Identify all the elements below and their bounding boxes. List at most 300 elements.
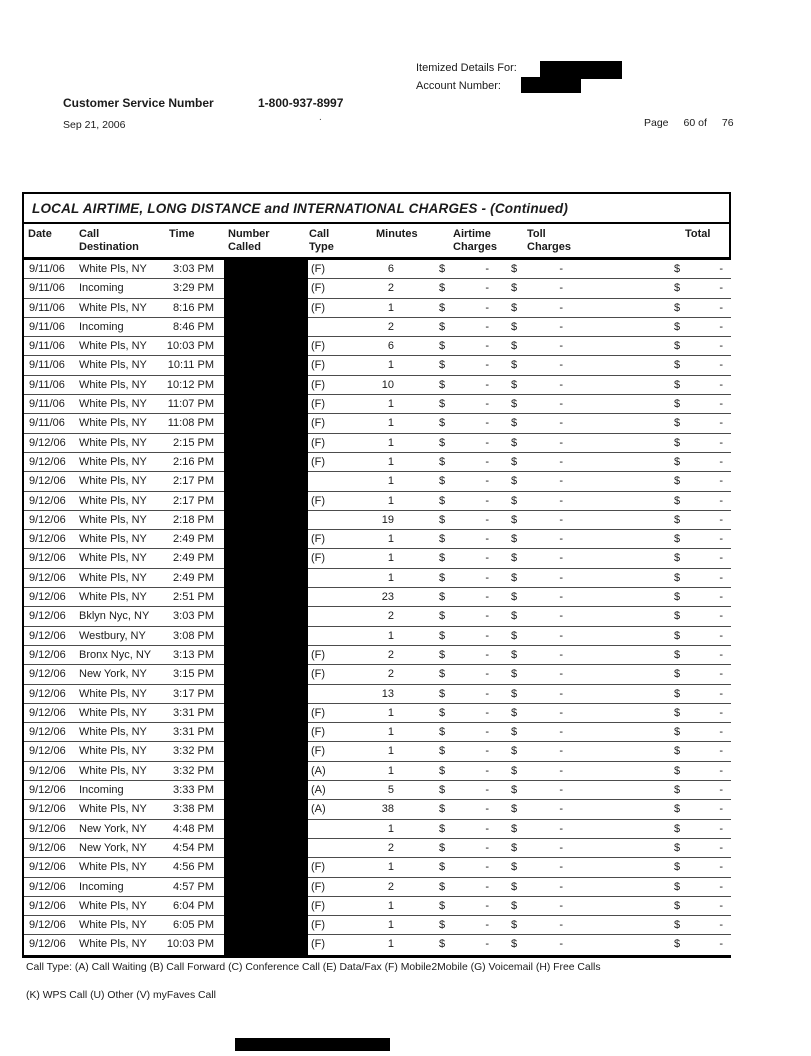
cell-airtime-charges [439,552,489,564]
dollar-sign: $ [511,417,518,430]
amount-value: - [719,340,723,353]
dollar-sign: $ [439,417,446,430]
cell-destination: White Pls, NY [79,919,147,932]
amount-value: - [559,610,563,623]
dollar-sign: $ [439,861,446,874]
cell-destination: White Pls, NY [79,340,147,353]
dollar-sign: $ [439,726,446,739]
cell-date: 9/12/06 [29,784,66,797]
table-row [24,569,731,588]
cell-airtime-charges [439,610,489,622]
amount-value: - [485,919,489,932]
dollar-sign: $ [439,455,446,468]
cell-destination: Incoming [79,880,124,893]
cell-toll-charges [511,514,563,526]
amount-value: - [559,919,563,932]
amount-value: - [559,475,563,488]
cell-airtime-charges [439,302,489,314]
cell-total [674,456,723,468]
cell-toll-charges [511,726,563,738]
cell-total [674,417,723,429]
dollar-sign: $ [674,938,681,951]
cell-date: 9/12/06 [29,629,66,642]
cell-date: 9/11/06 [29,263,65,275]
cell-airtime-charges [439,398,489,410]
cell-date: 9/12/06 [29,938,66,951]
amount-value: - [485,861,489,874]
call-type-legend-line2: (K) WPS Call (U) Other (V) myFaves Call [26,990,216,1001]
amount-value: - [485,687,489,700]
dollar-sign: $ [674,726,681,739]
dollar-sign: $ [439,764,446,777]
dollar-sign: $ [511,378,518,391]
amount-value: - [485,880,489,893]
cell-total [674,823,723,835]
cell-date: 9/12/06 [29,610,66,623]
amount-value: - [719,706,723,719]
cell-airtime-charges [439,340,489,352]
dollar-sign: $ [439,880,446,893]
dollar-sign: $ [674,359,681,372]
cell-date: 9/12/06 [29,861,66,874]
cell-airtime-charges [439,630,489,642]
table-head-box [22,192,731,260]
amount-value: - [485,398,489,411]
column-header-minutes: Minutes [376,228,418,240]
cell-time: 3:32 PM [173,745,214,758]
dollar-sign: $ [439,398,446,411]
cell-minutes: 1 [387,706,394,719]
dollar-sign: $ [439,610,446,623]
cell-time: 3:38 PM [173,803,214,816]
table-header-row [24,224,729,257]
table-row [24,356,731,375]
page-total: 76 [721,117,734,129]
column-header-date: Date [28,228,52,240]
table-row [24,742,731,761]
cell-toll-charges [511,823,563,835]
cell-date: 9/12/06 [29,591,66,604]
dollar-sign: $ [439,629,446,642]
cell-time: 2:18 PM [173,513,214,526]
cell-destination: White Pls, NY [79,475,147,488]
cell-destination: White Pls, NY [79,803,147,816]
dollar-sign: $ [439,436,446,449]
amount-value: - [719,648,723,661]
cell-call-type: (F) [311,726,326,739]
cell-total [674,919,723,931]
cell-total [674,475,723,487]
cell-minutes: 6 [387,263,394,275]
cell-airtime-charges [439,765,489,777]
cell-call-type: (F) [311,436,326,449]
cell-call-type: (F) [311,398,326,411]
dollar-sign: $ [439,706,446,719]
dollar-sign: $ [511,706,518,719]
dollar-sign: $ [511,320,518,333]
cell-toll-charges [511,417,563,429]
cell-total [674,668,723,680]
amount-value: - [719,494,723,507]
cell-call-type: (F) [311,359,326,372]
cell-toll-charges [511,745,563,757]
dollar-sign: $ [439,494,446,507]
dollar-sign: $ [674,841,681,854]
amount-value: - [559,301,563,314]
cell-toll-charges [511,552,563,564]
amount-value: - [719,629,723,642]
dollar-sign: $ [674,282,681,295]
cell-airtime-charges [439,688,489,700]
amount-value: - [485,764,489,777]
amount-value: - [719,591,723,604]
cell-minutes: 1 [387,398,394,411]
page-label: Page [644,117,669,129]
amount-value: - [559,668,563,681]
customer-service-number: 1-800-937-8997 [258,96,344,110]
cell-time: 6:05 PM [173,919,214,932]
dollar-sign: $ [674,919,681,932]
cell-airtime-charges [439,861,489,873]
dollar-sign: $ [439,668,446,681]
cell-total [674,263,723,275]
dollar-sign: $ [511,648,518,661]
amount-value: - [485,803,489,816]
cell-minutes: 2 [387,610,394,623]
table-row [24,839,731,858]
cell-airtime-charges [439,475,489,487]
amount-value: - [719,398,723,411]
amount-value: - [719,475,723,488]
cell-airtime-charges [439,649,489,661]
dollar-sign: $ [674,764,681,777]
cell-destination: White Pls, NY [79,899,147,912]
cell-call-type: (F) [311,668,326,681]
cell-airtime-charges [439,726,489,738]
cell-time: 11:08 PM [167,417,214,430]
table-row [24,897,731,916]
amount-value: - [559,455,563,468]
amount-value: - [559,726,563,739]
dollar-sign: $ [674,784,681,797]
cell-time: 2:51 PM [173,591,214,604]
cell-minutes: 6 [387,340,394,353]
amount-value: - [485,320,489,333]
cell-time: 3:31 PM [173,706,214,719]
cell-minutes: 2 [387,320,394,333]
dollar-sign: $ [674,629,681,642]
cell-date: 9/11/06 [29,417,65,430]
amount-value: - [559,533,563,546]
cell-destination: Westbury, NY [79,629,146,642]
cell-call-type: (F) [311,706,326,719]
cell-date: 9/12/06 [29,571,66,584]
amount-value: - [719,301,723,314]
cell-destination: White Pls, NY [79,938,147,951]
cell-call-type: (F) [311,938,326,951]
number-called-redaction [224,260,308,955]
dollar-sign: $ [511,687,518,700]
cell-destination: White Pls, NY [79,706,147,719]
cell-total [674,340,723,352]
amount-value: - [719,784,723,797]
amount-value: - [485,378,489,391]
cell-total [674,514,723,526]
dollar-sign: $ [439,301,446,314]
cell-minutes: 5 [387,784,394,797]
amount-value: - [485,648,489,661]
amount-value: - [719,899,723,912]
dollar-sign: $ [511,475,518,488]
cell-toll-charges [511,765,563,777]
cell-call-type: (A) [311,764,326,777]
amount-value: - [485,513,489,526]
amount-value: - [719,764,723,777]
cell-destination: White Pls, NY [79,455,147,468]
cell-time: 11:07 PM [167,398,214,411]
cell-minutes: 1 [387,919,394,932]
page-indicator [644,117,734,129]
charges-table [22,192,731,958]
table-row [24,627,731,646]
cell-call-type: (A) [311,803,326,816]
dollar-sign: $ [439,571,446,584]
cell-time: 3:31 PM [173,726,214,739]
amount-value: - [559,552,563,565]
cell-total [674,630,723,642]
amount-value: - [719,282,723,295]
cell-total [674,379,723,391]
cell-destination: White Pls, NY [79,591,147,604]
cell-toll-charges [511,861,563,873]
cell-date: 9/12/06 [29,745,66,758]
amount-value: - [719,745,723,758]
cell-airtime-charges [439,282,489,294]
cell-minutes: 10 [381,378,394,391]
dollar-sign: $ [511,359,518,372]
cell-total [674,398,723,410]
cell-total [674,765,723,777]
cell-total [674,572,723,584]
cell-toll-charges [511,707,563,719]
dollar-sign: $ [511,263,518,275]
dollar-sign: $ [511,513,518,526]
cell-toll-charges [511,456,563,468]
cell-airtime-charges [439,823,489,835]
cell-destination: White Pls, NY [79,301,147,314]
cell-total [674,938,723,950]
customer-service-label: Customer Service Number [63,96,214,110]
cell-total [674,881,723,893]
table-row [24,337,731,356]
amount-value: - [485,359,489,372]
table-row [24,858,731,877]
cell-minutes: 1 [387,359,394,372]
table-row [24,935,731,954]
cell-destination: White Pls, NY [79,513,147,526]
cell-call-type: (F) [311,340,326,353]
cell-toll-charges [511,533,563,545]
amount-value: - [719,359,723,372]
amount-value: - [485,340,489,353]
amount-value: - [559,378,563,391]
amount-value: - [719,552,723,565]
cell-toll-charges [511,591,563,603]
cell-total [674,437,723,449]
dollar-sign: $ [511,533,518,546]
cell-destination: White Pls, NY [79,436,147,449]
dollar-sign: $ [511,764,518,777]
cell-airtime-charges [439,321,489,333]
amount-value: - [559,417,563,430]
amount-value: - [719,533,723,546]
amount-value: - [559,494,563,507]
amount-value: - [719,455,723,468]
amount-value: - [719,880,723,893]
cell-date: 9/11/06 [29,398,65,411]
table-row [24,685,731,704]
cell-minutes: 13 [381,687,394,700]
cell-airtime-charges [439,379,489,391]
amount-value: - [719,571,723,584]
cell-total [674,688,723,700]
amount-value: - [559,899,563,912]
dollar-sign: $ [511,340,518,353]
cell-date: 9/12/06 [29,841,66,854]
dollar-sign: $ [439,263,446,275]
dollar-sign: $ [439,938,446,951]
cell-date: 9/12/06 [29,668,66,681]
cell-minutes: 1 [387,629,394,642]
table-row [24,762,731,781]
amount-value: - [559,282,563,295]
table-row [24,530,731,549]
dollar-sign: $ [439,282,446,295]
dollar-sign: $ [674,880,681,893]
dollar-sign: $ [511,494,518,507]
table-row [24,607,731,626]
cell-destination: Incoming [79,320,124,333]
cell-minutes: 1 [387,417,394,430]
cell-destination: White Pls, NY [79,494,147,507]
cell-minutes: 1 [387,726,394,739]
amount-value: - [719,263,723,275]
cell-total [674,842,723,854]
dollar-sign: $ [439,340,446,353]
cell-date: 9/12/06 [29,764,66,777]
cell-minutes: 1 [387,494,394,507]
column-header-total: Total [685,228,711,240]
cell-total [674,591,723,603]
amount-value: - [485,726,489,739]
cell-minutes: 2 [387,841,394,854]
amount-value: - [485,263,489,275]
cell-minutes: 1 [387,436,394,449]
cell-time: 3:15 PM [173,668,214,681]
amount-value: - [559,513,563,526]
dollar-sign: $ [674,398,681,411]
dollar-sign: $ [439,591,446,604]
cell-time: 4:56 PM [173,861,214,874]
cell-destination: New York, NY [79,841,147,854]
cell-airtime-charges [439,263,489,275]
table-row [24,260,731,279]
cell-call-type: (F) [311,378,326,391]
cell-call-type: (F) [311,899,326,912]
cell-call-type: (F) [311,861,326,874]
dollar-sign: $ [674,591,681,604]
table-title: LOCAL AIRTIME, LONG DISTANCE and INTERNATIONAL CHARGES - (Continued) [24,194,729,224]
cell-time: 3:29 PM [173,282,214,295]
cell-call-type: (A) [311,784,326,797]
cell-destination: White Pls, NY [79,687,147,700]
cell-minutes: 2 [387,880,394,893]
cell-toll-charges [511,842,563,854]
amount-value: - [719,938,723,951]
table-row [24,723,731,742]
amount-value: - [485,591,489,604]
cell-minutes: 1 [387,899,394,912]
cell-destination: White Pls, NY [79,726,147,739]
cell-toll-charges [511,919,563,931]
amount-value: - [559,803,563,816]
amount-value: - [559,629,563,642]
cell-total [674,707,723,719]
cell-destination: White Pls, NY [79,552,147,565]
cell-time: 4:48 PM [173,822,214,835]
cell-date: 9/11/06 [29,282,65,295]
cell-time: 2:49 PM [173,533,214,546]
cell-date: 9/12/06 [29,533,66,546]
amount-value: - [719,861,723,874]
cell-date: 9/11/06 [29,301,65,314]
cell-time: 10:12 PM [166,378,214,391]
dollar-sign: $ [674,803,681,816]
cell-toll-charges [511,688,563,700]
amount-value: - [719,320,723,333]
cell-minutes: 1 [387,861,394,874]
dollar-sign: $ [674,263,681,275]
cell-date: 9/12/06 [29,919,66,932]
cell-call-type: (F) [311,880,326,893]
cell-date: 9/11/06 [29,378,65,391]
cell-time: 8:16 PM [173,301,214,314]
amount-value: - [559,687,563,700]
dollar-sign: $ [511,841,518,854]
cell-total [674,610,723,622]
amount-value: - [559,340,563,353]
amount-value: - [559,591,563,604]
cell-toll-charges [511,572,563,584]
cell-total [674,302,723,314]
amount-value: - [719,919,723,932]
table-row [24,511,731,530]
dollar-sign: $ [439,378,446,391]
cell-total [674,552,723,564]
amount-value: - [719,687,723,700]
dollar-sign: $ [511,919,518,932]
table-body [22,260,731,958]
cell-toll-charges [511,340,563,352]
cell-date: 9/12/06 [29,726,66,739]
dollar-sign: $ [439,841,446,854]
amount-value: - [719,417,723,430]
cell-time: 2:15 PM [173,436,214,449]
cell-call-type: (F) [311,282,326,295]
dollar-sign: $ [674,455,681,468]
table-row [24,588,731,607]
cell-toll-charges [511,302,563,314]
